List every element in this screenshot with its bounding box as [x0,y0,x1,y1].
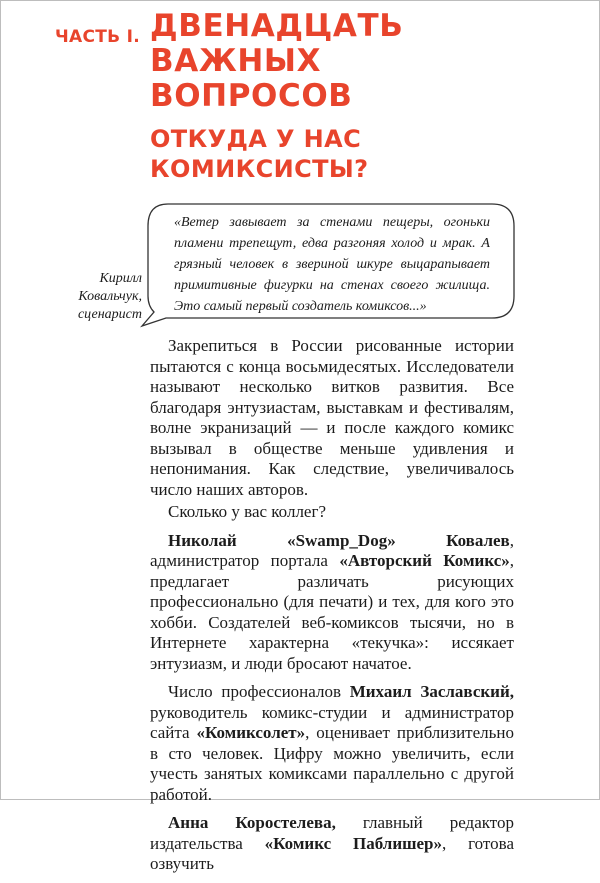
bold-name-text: «Авторский Комикс» [339,551,510,570]
paragraph-text: Число профессионалов [168,682,350,701]
section-title [150,124,368,184]
quote-text: «Ветер завывает за стенами пещеры, огоньки пламени трепещут, едва разгоняя холод и мрак. А грязный человек в звериной шкуре выцарапывает примитивные фигурки на стенах своего жилища. Это самый первый создатель комиксов...» [174,215,490,314]
bold-name-text: Михаил Заславский, [349,682,515,701]
paragraph [150,682,514,805]
chapter-title-line-1: ДВЕНАДЦАТЬ [150,8,404,44]
paragraph-text: руководитель комикс-студии и администратор сайта [150,702,514,742]
paragraph [150,531,514,675]
paragraph-text: Закрепиться в России рисованные истории пытаются с конца восьмидесятых. Исследователи называют несколько витков развития. Все благодаря энтузиастам, выставкам и фестивалям, волне экранизаций — и после каждого комикс вызывал в обществе меньше удивления и непонимания. Как следствие, увеличивалось число наших авторов. [150,336,514,499]
section-title-line-2: КОМИКСИСТЫ? [150,155,369,183]
article-body [150,336,514,883]
paragraph-text: Сколько у вас коллег? [168,502,326,521]
paragraph-text: , администратор портала [150,530,514,570]
paragraph-text: , предлагает различать рисующих профессионально (для печати) и тех, для кого это хобби. Создателей веб-комиксов тысячи, но в Интернете характерна «текучка»: иссякает энтузиазм, и люди бросают начатое. [150,551,514,673]
bold-name-text: «Комиксолет» [196,723,306,742]
part-label: ЧАСТЬ I. [55,27,141,47]
chapter-title-line-2: ВАЖНЫХ [150,43,322,79]
paragraph [150,336,514,500]
quote-author-role: сценарист [77,307,142,322]
quote-author-last-name: Ковальчук, [78,289,142,304]
bold-name-text: Николай «Swamp_Dog» Ковалев [168,530,510,550]
quote-author-first-name: Кирилл [99,271,142,286]
section-title-line-1: ОТКУДА У НАС [150,125,362,153]
paragraph [150,502,514,523]
bold-name-text: «Комикс Паблишер» [264,833,442,853]
paragraph-text: главный редактор издательства [150,813,514,853]
chapter-title [150,9,404,114]
paragraph-text: , оценивает приблизительно в сто человек. Цифру можно увеличить, если учесть занятых комиксами параллельно с другой работой. [150,723,514,804]
bold-name-text: Анна Коростелева, [168,813,336,832]
chapter-title-line-3: ВОПРОСОВ [150,78,353,114]
quote-author [60,270,142,324]
paragraph [150,813,514,875]
paragraph-text: , готова озвучить [150,833,514,873]
